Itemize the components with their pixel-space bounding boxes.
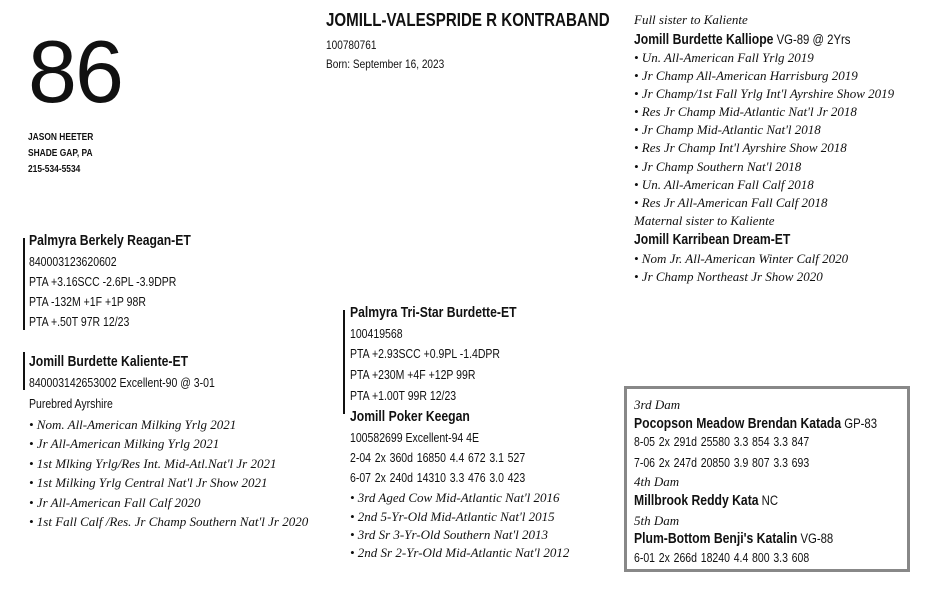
- dam-box-name: Pocopson Meadow Brendan Katada: [634, 416, 842, 432]
- mgs-reg: 100419568: [350, 327, 403, 341]
- sire-pta-3: PTA +.50T 97R 12/23: [29, 315, 130, 329]
- granddam-record: 6-07 2x 240d 14310 3.3 476 3.0 423: [350, 471, 526, 485]
- mgs-pta-1: PTA +2.93SCC +0.9PL -1.4DPR: [350, 347, 501, 361]
- dam-box-record: 7-06 2x 247d 20850 3.9 807 3.3 693: [634, 456, 810, 470]
- granddam-award: • 2nd Sr 2-Yr-Old Mid-Atlantic Nat'l 2012: [350, 545, 570, 560]
- sister-award: • Un. All-American Fall Yrlg 2019: [634, 50, 814, 65]
- dam-award: • 1st Mlking Yrlg/Res Int. Mid-Atl.Nat'l Jr 2021: [29, 456, 277, 471]
- mgs-pta-2: PTA +230M +4F +12P 99R: [350, 368, 476, 382]
- sister-heading: [634, 231, 790, 249]
- dam-award: • Jr All-American Milking Yrlg 2021: [29, 436, 220, 451]
- granddam-award: • 3rd Sr 3-Yr-Old Southern Nat'l 2013: [350, 527, 548, 542]
- sister-award: • Jr Champ All-American Harrisburg 2019: [634, 68, 858, 83]
- sister-score: VG-89 @ 2Yrs: [773, 32, 851, 47]
- dam-award: • 1st Fall Calf /Res. Jr Champ Southern Nat'l Jr 2020: [29, 514, 309, 529]
- sister-award: • Res Jr All-American Fall Calf 2018: [634, 195, 828, 210]
- granddam-name: Jomill Poker Keegan: [350, 409, 470, 425]
- sister-award: • Un. All-American Fall Calf 2018: [634, 177, 814, 192]
- dam-heading: [634, 492, 778, 510]
- sister-award: • Res Jr Champ Int'l Ayrshire Show 2018: [634, 140, 847, 155]
- sire-bracket: [23, 238, 25, 330]
- consignor-location: SHADE GAP, PA: [28, 148, 93, 159]
- sister-heading: [634, 31, 850, 49]
- consignor-name: JASON HEETER: [28, 132, 94, 143]
- animal-born: Born: September 16, 2023: [326, 57, 445, 71]
- mgs-bracket: [343, 310, 345, 414]
- dam-label: 3rd Dam: [634, 397, 681, 412]
- consignor-info: [28, 130, 93, 178]
- sister-name: Jomill Karribean Dream-ET: [634, 232, 791, 248]
- dam-award: • Jr All-American Fall Calf 2020: [29, 495, 201, 510]
- sister-award: • Jr Champ Northeast Jr Show 2020: [634, 269, 823, 284]
- dam-award: • Nom. All-American Milking Yrlg 2021: [29, 417, 237, 432]
- dam-reg: 840003142653002 Excellent-90 @ 3-01: [29, 376, 215, 390]
- dam-box-score: NC: [758, 493, 779, 508]
- sister-name: Jomill Burdette Kalliope: [634, 32, 774, 48]
- sire-pta-1: PTA +3.16SCC -2.6PL -3.9DPR: [29, 275, 177, 289]
- dam-label: 4th Dam: [634, 474, 680, 489]
- sister-award: • Jr Champ Mid-Atlantic Nat'l 2018: [634, 122, 821, 137]
- mgs-name: Palmyra Tri-Star Burdette-ET: [350, 305, 517, 321]
- sister-relation: Full sister to Kaliente: [634, 12, 748, 27]
- sire-reg: 840003123620602: [29, 255, 117, 269]
- sister-award: • Nom Jr. All-American Winter Calf 2020: [634, 251, 849, 266]
- dam-box-record: 6-01 2x 266d 18240 4.4 800 3.3 608: [634, 551, 810, 565]
- consignor-phone: 215-534-5534: [28, 164, 81, 175]
- granddam-record: 2-04 2x 360d 16850 4.4 672 3.1 527: [350, 451, 526, 465]
- sister-relation: Maternal sister to Kaliente: [634, 213, 775, 228]
- dam-box-name: Millbrook Reddy Kata: [634, 493, 759, 509]
- mgs-pta-3: PTA +1.00T 99R 12/23: [350, 389, 457, 403]
- sister-award: • Res Jr Champ Mid-Atlantic Nat'l Jr 2018: [634, 104, 857, 119]
- dam-box-name: Plum-Bottom Benji's Katalin: [634, 531, 798, 547]
- dam-box-score: VG-88: [797, 531, 834, 546]
- dam-heading: [634, 530, 833, 548]
- dam-bracket: [23, 352, 25, 390]
- dam-box-score: GP-83: [841, 416, 878, 431]
- dam-breed: Purebred Ayrshire: [29, 397, 113, 411]
- lot-number: 86: [28, 22, 122, 121]
- dam-award: • 1st Milking Yrlg Central Nat'l Jr Show 2021: [29, 475, 268, 490]
- animal-name: JOMILL-VALESPRIDE R KONTRABAND: [326, 10, 610, 30]
- dam-heading: [634, 415, 877, 433]
- granddam-award: • 2nd 5-Yr-Old Mid-Atlantic Nat'l 2015: [350, 509, 555, 524]
- sire-name: Palmyra Berkely Reagan-ET: [29, 233, 191, 249]
- dam-name: Jomill Burdette Kaliente-ET: [29, 354, 189, 370]
- sister-award: • Jr Champ Southern Nat'l 2018: [634, 159, 802, 174]
- animal-reg: 100780761: [326, 38, 377, 52]
- granddam-reg: 100582699 Excellent-94 4E: [350, 431, 480, 445]
- dam-box-record: 8-05 2x 291d 25580 3.3 854 3.3 847: [634, 435, 810, 449]
- animal-details: [326, 36, 444, 74]
- granddam-award: • 3rd Aged Cow Mid-Atlantic Nat'l 2016: [350, 490, 560, 505]
- sister-award: • Jr Champ/1st Fall Yrlg Int'l Ayrshire Show 2019: [634, 86, 895, 101]
- dam-label: 5th Dam: [634, 513, 680, 528]
- sire-pta-2: PTA -132M +1F +1P 98R: [29, 295, 146, 309]
